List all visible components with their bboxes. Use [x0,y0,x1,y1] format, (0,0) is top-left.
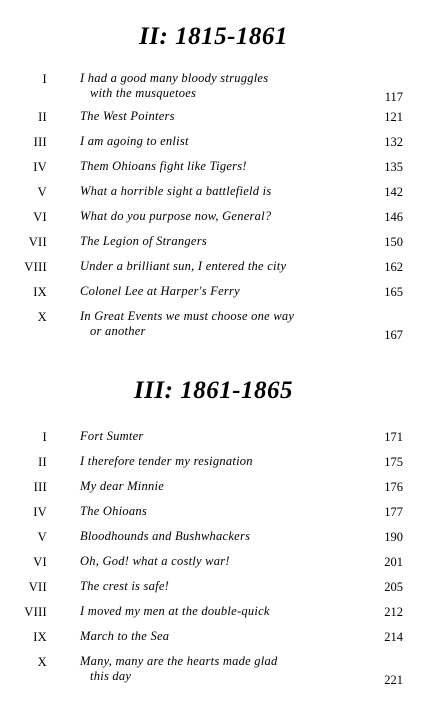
page-number: 142 [384,185,403,199]
chapter-title [80,71,360,101]
chapter-title [80,159,360,174]
chapter-title [80,629,360,644]
chapter-number: VII [28,580,47,594]
part-title: III: 1861-1865 [133,377,294,404]
chapter-title-line: Bloodhounds and Bushwhackers [80,529,251,543]
chapter-title [80,134,360,149]
chapter-number: IV [33,160,47,174]
chapter-title-line: this day [90,669,132,683]
chapter-title-line: I moved my men at the double-quick [80,604,270,618]
chapter-title-line: I had a good many bloody struggles [80,71,269,85]
page-number: 162 [384,260,403,274]
toc-entry [0,134,427,159]
chapter-number: VIII [24,605,47,619]
chapter-title-line: I am agoing to enlist [80,134,189,148]
chapter-title [80,579,360,594]
page-number: 175 [384,455,403,469]
toc-entry [0,259,427,284]
chapter-number: I [42,72,47,86]
toc-entry [0,529,427,554]
chapter-title-line: or another [90,324,146,338]
part-title: II: 1815-1861 [139,23,288,50]
chapter-title-line: with the musquetoes [90,86,197,100]
page-number: 171 [384,430,403,444]
page-number: 205 [384,580,403,594]
chapter-title [80,454,360,469]
chapter-title-line: What a horrible sight a battlefield is [80,184,272,198]
chapter-number: III [33,135,47,149]
chapter-title-line: Under a brilliant sun, I entered the city [80,259,287,273]
page-number: 165 [384,285,403,299]
toc-entry [0,309,427,349]
toc-entry [0,579,427,604]
chapter-number: IV [33,505,47,519]
page-number: 117 [384,90,403,104]
chapter-number: VII [28,235,47,249]
toc-entry [0,629,427,654]
toc-entry [0,109,427,134]
chapter-title [80,654,360,684]
chapter-title [80,504,360,519]
page-number: 176 [384,480,403,494]
chapter-title [80,529,360,544]
chapter-title [80,554,360,569]
toc-list [0,71,427,349]
page-number: 212 [384,605,403,619]
chapter-title [80,479,360,494]
chapter-title-line: What do you purpose now, General? [80,209,272,223]
chapter-title-line: The crest is safe! [80,579,170,593]
toc-list [0,429,427,694]
page-number: 201 [384,555,403,569]
toc-entry [0,654,427,694]
toc-entry [0,429,427,454]
chapter-number: V [37,530,47,544]
chapter-title [80,184,360,199]
toc-entry [0,554,427,579]
chapter-title [80,429,360,444]
chapter-title-line: Fort Sumter [80,429,144,443]
page-number: 132 [384,135,403,149]
chapter-title-line: March to the Sea [80,629,170,643]
toc-entry [0,504,427,529]
page-number: 177 [384,505,403,519]
chapter-title-line: Colonel Lee at Harper's Ferry [80,284,240,298]
chapter-title-line: Them Ohioans fight like Tigers! [80,159,247,173]
chapter-title [80,109,360,124]
chapter-number: X [37,655,47,669]
chapter-title-line: The Ohioans [80,504,147,518]
chapter-title-line: I therefore tender my resignation [80,454,253,468]
chapter-title [80,259,360,274]
toc-entry [0,209,427,234]
chapter-title-line: Many, many are the hearts made glad [80,654,278,668]
chapter-number: IX [33,285,47,299]
page-number: 221 [384,673,403,687]
page-number: 167 [384,328,403,342]
toc-entry [0,71,427,109]
toc-entry [0,454,427,479]
chapter-number: VIII [24,260,47,274]
chapter-title-line: In Great Events we must choose one way [80,309,295,323]
toc-entry [0,234,427,259]
chapter-title-line: Oh, God! what a costly war! [80,554,230,568]
chapter-number: X [37,310,47,324]
chapter-title-line: The West Pointers [80,109,175,123]
chapter-number: IX [33,630,47,644]
chapter-number: III [33,480,47,494]
chapter-number: II [38,455,47,469]
chapter-number: II [38,110,47,124]
chapter-number: I [42,430,47,444]
chapter-title [80,284,360,299]
toc-entry [0,184,427,209]
page-number: 146 [384,210,403,224]
page-number: 150 [384,235,403,249]
page-number: 121 [384,110,403,124]
toc-entry [0,159,427,184]
chapter-number: V [37,185,47,199]
page-number: 214 [384,630,403,644]
chapter-title [80,309,360,339]
page-number: 190 [384,530,403,544]
toc-entry [0,604,427,629]
toc-entry [0,479,427,504]
chapter-title [80,209,360,224]
chapter-number: VI [33,210,47,224]
chapter-title-line: The Legion of Strangers [80,234,207,248]
page-number: 135 [384,160,403,174]
toc-entry [0,284,427,309]
chapter-title [80,604,360,619]
chapter-title [80,234,360,249]
chapter-number: VI [33,555,47,569]
chapter-title-line: My dear Minnie [80,479,165,493]
